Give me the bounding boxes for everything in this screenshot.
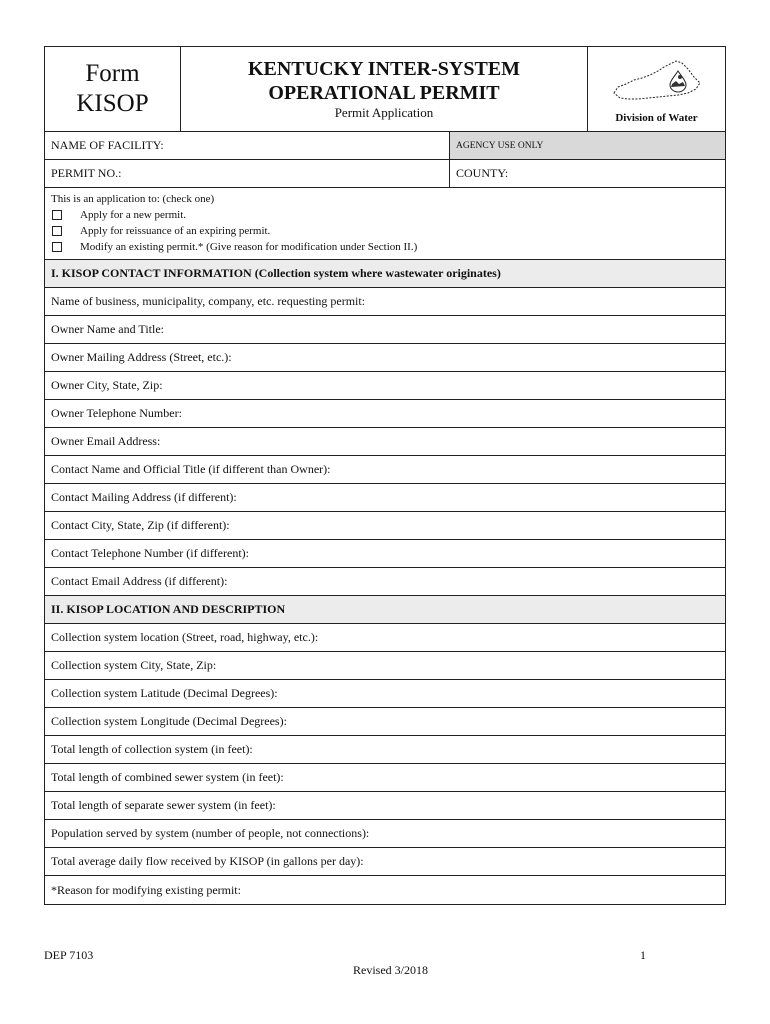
contact-email-field[interactable]: Contact Email Address (if different): — [45, 568, 725, 596]
contact-address-field[interactable]: Contact Mailing Address (if different): — [45, 484, 725, 512]
kentucky-logo-icon — [608, 53, 708, 109]
owner-name-field[interactable]: Owner Name and Title: — [45, 316, 725, 344]
title-line-2: OPERATIONAL PERMIT — [268, 82, 500, 104]
system-city-field[interactable]: Collection system City, State, Zip: — [45, 652, 725, 680]
owner-email-field[interactable]: Owner Email Address: — [45, 428, 725, 456]
title-line-1: KENTUCKY INTER-SYSTEM — [247, 58, 521, 80]
form-number: DEP 7103 — [44, 948, 94, 962]
form-word: Form — [85, 60, 140, 87]
latitude-field[interactable]: Collection system Latitude (Decimal Degrees): — [45, 680, 725, 708]
option-reissuance-label: Apply for reissuance of an expiring permit. — [80, 225, 271, 237]
owner-address-field[interactable]: Owner Mailing Address (Street, etc.): — [45, 344, 725, 372]
form-header — [45, 47, 725, 132]
combined-sewer-length-field[interactable]: Total length of combined sewer system (in feet): — [45, 764, 725, 792]
section-2-title: II. KISOP LOCATION AND DESCRIPTION — [45, 596, 725, 624]
checkbox-modify[interactable] — [52, 242, 62, 252]
business-name-field[interactable]: Name of business, municipality, company, etc. requesting permit: — [45, 288, 725, 316]
agency-name: Division of Water — [615, 112, 698, 124]
form-id-box — [45, 47, 181, 131]
contact-city-field[interactable]: Contact City, State, Zip (if different): — [45, 512, 725, 540]
facility-row — [45, 132, 725, 160]
permit-row — [45, 160, 725, 188]
agency-use-only: AGENCY USE ONLY — [450, 132, 725, 159]
agency-logo-box — [587, 47, 725, 131]
owner-phone-field[interactable]: Owner Telephone Number: — [45, 400, 725, 428]
permit-number-field[interactable]: PERMIT NO.: — [45, 160, 450, 187]
county-field[interactable]: COUNTY: — [456, 166, 509, 180]
collection-length-field[interactable]: Total length of collection system (in feet): — [45, 736, 725, 764]
checkbox-reissuance[interactable] — [52, 226, 62, 236]
option-modify-label: Modify an existing permit.* (Give reason for modification under Section II.) — [80, 241, 418, 253]
application-type — [45, 188, 725, 260]
permit-form — [44, 46, 726, 905]
option-new-label: Apply for a new permit. — [80, 209, 186, 221]
page-number: 1 — [640, 948, 646, 962]
longitude-field[interactable]: Collection system Longitude (Decimal Degrees): — [45, 708, 725, 736]
form-title-box — [181, 47, 587, 131]
revision-date: Revised 3/2018 — [353, 963, 428, 977]
section-1-title: I. KISOP CONTACT INFORMATION (Collection system where wastewater originates) — [45, 260, 725, 288]
application-intro: This is an application to: (check one) — [51, 193, 215, 205]
option-new-permit[interactable] — [51, 207, 719, 223]
modification-reason-field[interactable]: *Reason for modifying existing permit: — [51, 882, 241, 897]
option-modify[interactable] — [51, 239, 719, 255]
form-subtitle: Permit Application — [334, 105, 434, 120]
contact-phone-field[interactable]: Contact Telephone Number (if different): — [45, 540, 725, 568]
checkbox-new[interactable] — [52, 210, 62, 220]
population-field[interactable]: Population served by system (number of people, not connections): — [45, 820, 725, 848]
form-code: KISOP — [76, 90, 149, 117]
contact-name-field[interactable]: Contact Name and Official Title (if different than Owner): — [45, 456, 725, 484]
option-reissuance[interactable] — [51, 223, 719, 239]
facility-name-field[interactable]: NAME OF FACILITY: — [45, 132, 450, 159]
location-field[interactable]: Collection system location (Street, road, highway, etc.): — [45, 624, 725, 652]
daily-flow-field[interactable]: Total average daily flow received by KISOP (in gallons per day): — [45, 848, 725, 876]
separate-sewer-length-field[interactable]: Total length of separate sewer system (in feet): — [45, 792, 725, 820]
owner-city-field[interactable]: Owner City, State, Zip: — [45, 372, 725, 400]
